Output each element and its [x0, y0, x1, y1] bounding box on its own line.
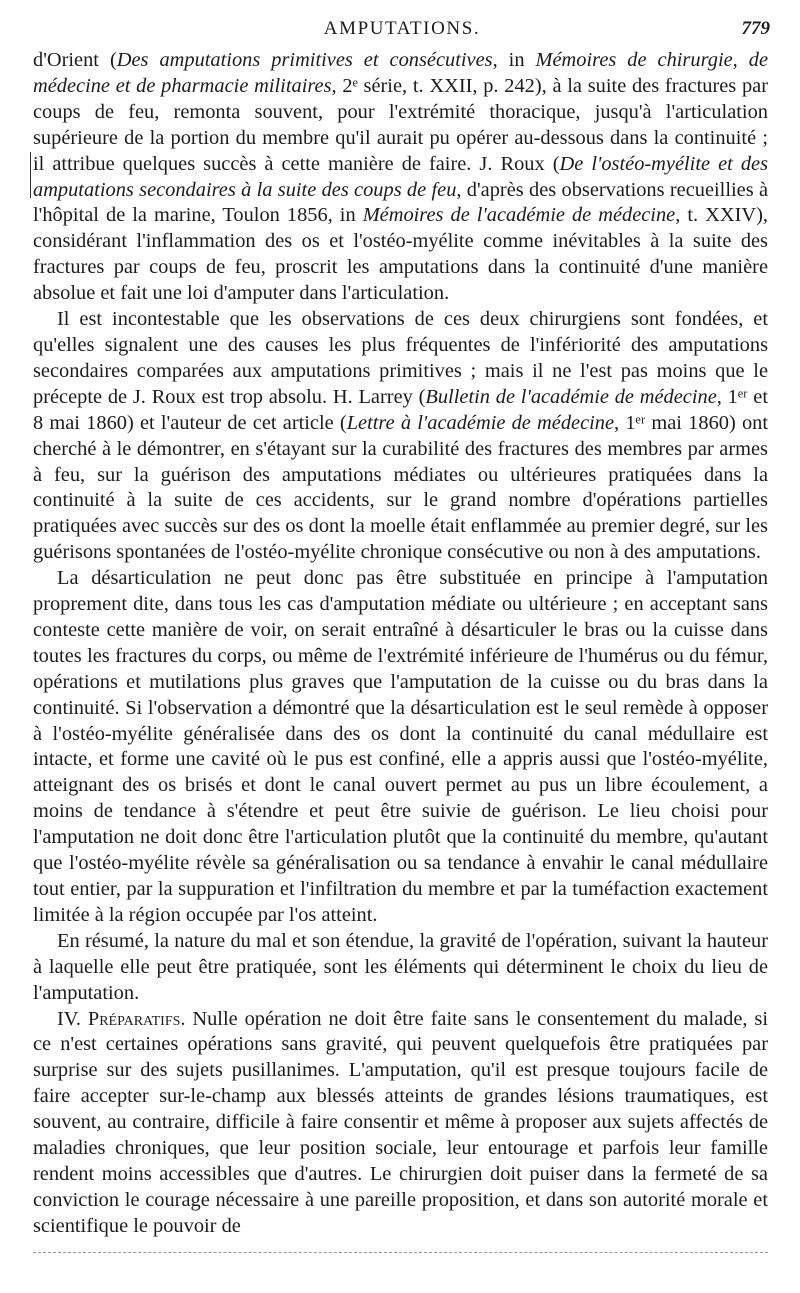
margin-mark — [30, 152, 31, 198]
paragraph — [33, 48, 768, 307]
text-run: En résumé, la nature du mal et son étendue, la gravité de l'opération, suivant la hauteur à laquelle elle peut être pratiquée, sont les éléments qui déterminent le choix du lieu de l'amputation. — [33, 929, 768, 1004]
text-run: , 2ᵉ série, t. XXII, p. 242), à la suite des fractures par coups de feu, remonta souvent, pour l'extrémité thoracique, jusqu'à l'articulation supérieure de la portion du membre qu'il aurait pu opérer au-dessous dans la continuité ; il attribue quelques succès à cette manière de faire. J. Roux ( — [33, 74, 768, 175]
italic-text: Mémoires de l'académie de médecine — [362, 204, 676, 227]
paragraph — [33, 929, 768, 1007]
text-run: , d'après des observations recueillies à l'hôpital de la marine, Toulon 1856, in — [33, 178, 769, 227]
italic-text: Bulletin de l'académie de médecine — [425, 385, 717, 408]
paragraph — [33, 1007, 768, 1240]
footer-rule — [33, 1252, 768, 1253]
text-run: IV. — [57, 1007, 88, 1030]
running-title: AMPUTATIONS. — [323, 18, 481, 39]
italic-text: Des amputations primitives et consécutives — [116, 49, 493, 71]
text-run: , in — [492, 49, 536, 71]
text-run: , 1ᵉʳ mai 1860) ont cherché à le démontrer, en s'étayant sur la curabilité des fractures des membres par armes à feu, sur la guérison des amputations médiates ou ultérieures pratiquées dans la continuité à la suite de ces accidents, sur le grand nombre d'opérations partielles pratiquées avec succès sur des os dont la moelle était enflammée au premier degré, sur les guérisons spontanées de l'ostéo-myélite chronique consécutive ou non à des amputations. — [33, 411, 769, 564]
italic-text: Mémoires de chirurgie, de médecine et de pharmacie militaires — [33, 49, 768, 97]
small-caps-heading: Préparatifs — [87, 1007, 181, 1030]
text-run: . Nulle opération ne doit être faite sans le consentement du malade, si ce n'est certaines opérations sans gravité, qui peuvent quelquefois être pratiquées par surprise sur des sujets pusillanimes. L'amputation, qu'il est presque toujours facile de faire accepter sur-le-champ aux blessés atteints de grandes lésions traumatiques, est souvent, au contraire, difficile à faire consentir et même à proposer aux sujets affectés de maladies chroniques, que leur position sociale, leur entourage et parfois leur famille rendent moins accessibles que d'autres. Le chirurgien doit puiser dans la fermeté de sa conviction le courage nécessaire à une pareille proposition, et dans son autorité morale et scientifique le pouvoir de — [33, 1007, 768, 1237]
text-run: La désarticulation ne peut donc pas être substituée en principe à l'amputation proprement dite, dans tous les cas d'amputation médiate ou ultérieure ; en acceptant sans conteste cette manière de voir, on serait entraîné à désarticuler le bras ou la cuisse dans toutes les fractures du corps, ou même de l'extrémité inférieure de l'humérus ou du fémur, opérations et mutilations plus graves que l'amputation de la cuisse ou du bras dans la continuité. Si l'observation a démontré que la désarticulation est le seul remède à opposer à l'ostéo-myélite généralisée dans des os dont la continuité du canal médullaire est intacte, et forme une cavité où le pus est confiné, elle a appris aussi que l'ostéo-myélite, atteignant des os brisés et dont le canal ouvert permet au pus un libre écoulement, a moins de tendance à s'étendre et peut être suivie de guérison. Le lieu choisi pour l'amputation ne doit donc être l'articulation plutôt que la continuité du membre, qu'autant que l'ostéo-myélite révèle sa généralisation ou sa tendance à envahir le canal médullaire tout entier, par la suppuration et l'infiltration du membre et par la tuméfaction exactement limitée à la région occupée par l'os atteint. — [33, 567, 768, 926]
text-run: , t. XXIV), considérant l'inflammation des os et l'ostéo-myélite comme inévitables à la suite des fractures par coups de feu, proscrit les amputations dans la continuité d'une manière absolue et fait une loi d'amputer dans l'articulation. — [33, 204, 768, 305]
paragraph — [33, 307, 768, 566]
text-run: d'Orient ( — [33, 49, 117, 71]
running-head — [34, 18, 770, 44]
page-number: 779 — [741, 18, 770, 39]
body-text — [33, 48, 768, 1240]
text-run: , 1ᵉʳ et 8 mai 1860) et l'auteur de cet article ( — [33, 385, 768, 434]
paragraph — [33, 566, 768, 929]
text-run: Il est incontestable que les observations de ces deux chirurgiens sont fondées, et qu'elles signalent une des causes les plus fréquentes de l'infériorité des amputations secondaires comparées aux amputations primitives ; mais il ne l'est pas moins que le précepte de J. Roux est trop absolu. H. Larrey ( — [33, 308, 768, 408]
italic-text: De l'ostéo-myélite et des amputations secondaires à la suite des coups de feu — [33, 152, 768, 201]
italic-text: Lettre à l'académie de médecine — [346, 411, 615, 434]
